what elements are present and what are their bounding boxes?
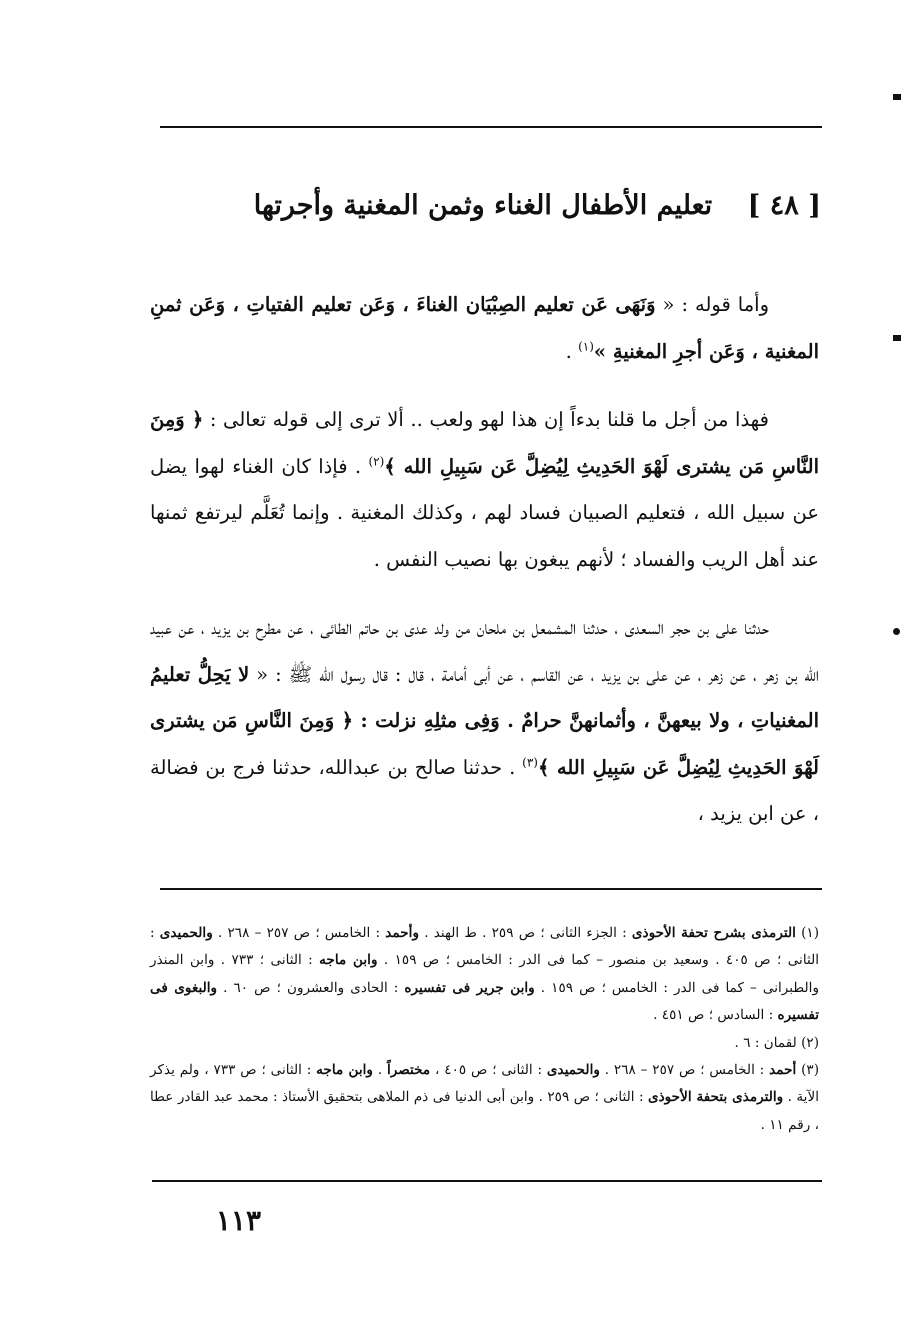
fn3-text-1: : الخامس ؛ ص ٢٥٧ – ٢٦٨ . [599,1062,770,1079]
p1-end: . [565,339,579,363]
p1-intro: وأما قوله : « [655,293,769,316]
fn3-source-3: مختصراً [386,1062,431,1079]
p2-text-1: فهذا من أجل ما قلنا بدءاً إن هذا لهو ولعب .. ألا ترى إلى قوله تعالى : [203,408,769,431]
fn1-source-4: وابن ماجه [319,952,378,969]
fn2-text: لقمان : ٦ . [734,1034,802,1051]
fn3-source-2: والحميدى [546,1062,600,1079]
scan-mark-lower [893,628,900,635]
fn1-text-1: : الجزء الثانى ؛ ص ٢٥٩ . ط الهند . [419,925,632,941]
fn1-text-2: : الخامس ؛ ص ٢٥٧ – ٢٦٨ . [212,925,386,941]
footnote-3 [150,1057,819,1139]
header-rule [160,126,822,128]
fn1-source-3: والحميدى [159,925,213,941]
section-number: [ ٤٨ ] [747,190,821,221]
bottom-rule [152,1180,822,1182]
footnote-1-mark: (١) [801,925,819,941]
fn1-text-4: : الثانى ؛ ٧٣٣ . وابن المنذر والطبرانى – كما فى الدر : الخامس ؛ ص ١٥٩ . [150,952,820,996]
fn1-source-6: والبغوى فى تفسيره [150,979,819,1024]
p2-verse: ﴿ وَمِنَ النَّاسِ مَن يشترى لَهْوَ الحَدِيثِ لِيُضِلَّ عَن سَبِيلِ الله ﴾ [150,408,819,478]
page-number: ١١٣ [215,1204,261,1237]
footnote-ref-1: (١) [578,339,594,353]
footnote-1 [150,920,819,1030]
scan-mark-middle [893,335,901,341]
fn3-text-5: : الثانى ؛ ص ٢٥٩ . وابن أبى الدنيا فى ذم الملاهى بتحقيق الأستاذ : محمد عبد القادر عطا ، رقم ١١ . [150,1089,819,1133]
p3-hadith: لا يَحِلُّ تعليمُ المغنياتِ ، ولا بيعهنَّ ، وأثمانهنَّ حرامٌ . وَفِى مثلِهِ نزلت : ﴿ وَمِنَ النَّاسِ مَن يشترى لَهْوَ الحَدِيثِ لِيُضِلَّ عَن سَبِيلِ الله ﴾ [150,662,819,779]
section-title: تعليم الأطفال الغناء وثمن المغنية وأجرتها [253,190,713,221]
fn1-source-2: وأحمد [385,925,420,941]
body-text [150,282,819,860]
fn1-text-6: : السادس ؛ ص ٤٥١ . [653,1007,778,1024]
footnote-rule [160,888,822,890]
fn1-source-5: وابن جرير فى تفسيره [404,979,535,996]
fn1-text-3: : الثانى ؛ ص ٤٠٥ . وسعيد بن منصور – كما فى الدر : الخامس ؛ ص ١٥٩ . [150,925,819,969]
footnote-3-mark: (٣) [801,1062,820,1079]
paragraph-1 [150,282,819,375]
fn3-text-3: . [373,1062,387,1079]
fn3-text-2: : الثانى ؛ ص ٤٠٥ ، [430,1062,547,1079]
footnote-ref-2: (٢) [368,454,385,468]
fn3-source-5: والترمذى بتحفة الأحوذى [647,1089,784,1106]
fn1-source-1: الترمذى بشرح تحفة الأحوذى [631,925,796,941]
p1-hadith-b: وَعَن ثمنِ المغنية ، وَعَن أجرِ المغنيةِ » [150,293,819,363]
p1-hadith-a: وَنَهَى عَن تعليم الصِبْيَان الغناءَ ، وَعَن تعليم الفتياتِ ، [232,293,656,316]
p3-text-1: حدثنا على بن حجر السعدى ، حدثنا المشمعل بن ملحان من ولد عدى بن حاتم الطائى ، عن مطرح بن يزيد ، عن عبيد الله بن زهر ، عن زهر ، عن على بن يزيد ، عن القاسم ، عن أبى أمامة ، قال : قال رسول الله ﷺ : « [150,616,820,686]
fn1-text-5: : الحادى والعشرون ؛ ص ٦٠ . [217,979,405,996]
fn3-text-4: : الثانى ؛ ص ٧٣٣ ، ولم يذكر الآية . [150,1062,819,1106]
p2-text-2: . فإذا كان الغناء لهوا يضل عن سبيل الله ، فتعليم الصبيان فساد لهم ، وكذلك المغنية . وإنما تُعَلَّم ليرتفع ثمنها عند أهل الريب والفساد ؛ لأنهم يبغون بها نصيب النفس . [150,454,819,571]
footnotes [150,920,819,1139]
fn3-source-4: وابن ماجه [316,1062,373,1079]
p3-text-2: . حدثنا صالح بن عبدالله، حدثنا فرج بن فضالة ، عن ابن يزيد ، [150,755,819,825]
paragraph-2 [150,397,819,583]
footnote-2-mark: (٢) [801,1034,819,1051]
fn3-source-1: أحمد [769,1062,797,1079]
scan-mark-top [893,94,901,100]
footnote-2 [150,1030,819,1057]
footnote-ref-3: (٣) [522,755,538,769]
paragraph-3 [150,605,819,838]
section-heading [253,190,821,221]
